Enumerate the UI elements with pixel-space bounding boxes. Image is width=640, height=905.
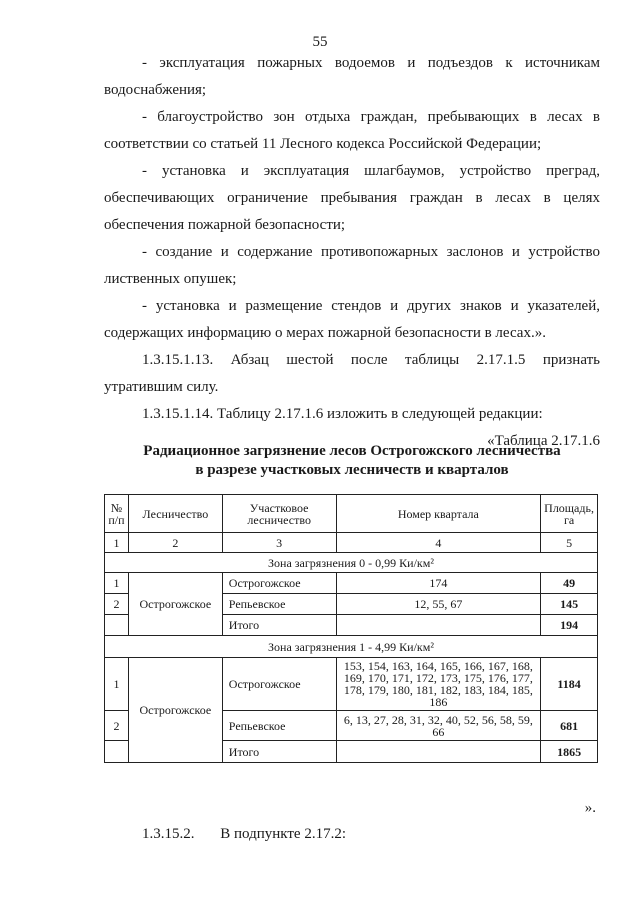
paragraph-7: 1.3.15.1.14. Таблицу 2.17.1.6 изложить в следующей редакции: <box>142 406 543 422</box>
zone-2-title-row <box>105 636 598 658</box>
table-title <box>104 442 600 480</box>
quarter-cell: 6, 13, 27, 28, 31, 32, 40, 52, 56, 58, 59, 66 <box>336 711 541 741</box>
quarter-cell: 12, 55, 67 <box>336 594 541 615</box>
table-label: «Таблица 2.17.1.6 <box>487 433 600 449</box>
section-text: В подпункте 2.17.2: <box>220 826 347 842</box>
zone-title: Зона загрязнения 1 - 4,99 Ки/км² <box>105 636 598 658</box>
empty-cell <box>336 741 541 763</box>
radiation-table <box>104 494 598 763</box>
total-label: Итого <box>222 615 336 636</box>
col-number: 3 <box>222 533 336 553</box>
paragraph-2-line-2: соответствии со статьей 11 Лесного кодекса Российской Федерации; <box>104 136 542 152</box>
col-number: 4 <box>336 533 541 553</box>
district-cell: Репьевское <box>222 594 336 615</box>
col-number: 5 <box>541 533 598 553</box>
header-district: Участковое лесничество <box>222 495 336 533</box>
column-number-row <box>105 533 598 553</box>
area-cell: 145 <box>541 594 598 615</box>
paragraph-6-line-2: утратившим силу. <box>104 379 219 395</box>
document-body <box>104 50 600 455</box>
header-forestry: Лесничество <box>128 495 222 533</box>
total-area: 1865 <box>541 741 598 763</box>
section-heading <box>142 826 346 843</box>
table-title-line-1: Радиационное загрязнение лесов Острогожского лесничества <box>143 443 561 459</box>
area-cell: 49 <box>541 573 598 594</box>
row-number: 2 <box>105 594 129 615</box>
table-row <box>105 658 598 711</box>
section-number: 1.3.15.2. <box>142 826 195 842</box>
paragraph-3-line-3: обеспечения пожарной безопасности; <box>104 217 346 233</box>
paragraph-3-line-2: обеспечивающих ограничение пребывания граждан в лесах в целях <box>104 190 600 206</box>
col-number: 2 <box>128 533 222 553</box>
paragraph-2-line-1: - благоустройство зон отдыха граждан, пребывающих в лесах в <box>142 109 600 125</box>
area-cell: 681 <box>541 711 598 741</box>
forestry-cell: Острогожское <box>128 658 222 763</box>
paragraph-4-line-2: лиственных опушек; <box>104 271 237 287</box>
closing-mark: ». <box>584 800 596 816</box>
district-cell: Острогожское <box>222 573 336 594</box>
total-area: 194 <box>541 615 598 636</box>
district-cell: Острогожское <box>222 658 336 711</box>
zone-title: Зона загрязнения 0 - 0,99 Ки/км² <box>105 553 598 573</box>
paragraph-1-line-2: водоснабжения; <box>104 82 207 98</box>
header-no: № п/п <box>105 495 129 533</box>
table-row <box>105 573 598 594</box>
header-quarter: Номер квартала <box>336 495 541 533</box>
table-title-line-2: в разрезе участковых лесничеств и кварталов <box>195 462 509 478</box>
table-header-row <box>105 495 598 533</box>
forestry-cell: Острогожское <box>128 573 222 636</box>
row-number: 2 <box>105 711 129 741</box>
paragraph-1-line-1: - эксплуатация пожарных водоемов и подъездов к источникам <box>142 55 600 71</box>
zone-1-title-row <box>105 553 598 573</box>
paragraph-6-line-1: 1.3.15.1.13. Абзац шестой после таблицы 2.17.1.5 признать <box>142 352 600 368</box>
paragraph-5-line-1: - установка и размещение стендов и других знаков и указателей, <box>142 298 600 314</box>
empty-cell <box>336 615 541 636</box>
quarter-cell: 174 <box>336 573 541 594</box>
total-label: Итого <box>222 741 336 763</box>
header-area: Площадь, га <box>541 495 598 533</box>
area-cell: 1184 <box>541 658 598 711</box>
district-cell: Репьевское <box>222 711 336 741</box>
col-number: 1 <box>105 533 129 553</box>
row-number: 1 <box>105 573 129 594</box>
paragraph-3-line-1: - установка и эксплуатация шлагбаумов, устройство преград, <box>142 163 600 179</box>
page-number: 55 <box>312 34 328 50</box>
empty-cell <box>105 741 129 763</box>
row-number: 1 <box>105 658 129 711</box>
empty-cell <box>105 615 129 636</box>
paragraph-5-line-2: содержащих информацию о мерах пожарной безопасности в лесах.». <box>104 325 546 341</box>
paragraph-4-line-1: - создание и содержание противопожарных заслонов и устройство <box>142 244 600 260</box>
quarter-cell: 153, 154, 163, 164, 165, 166, 167, 168, 169, 170, 171, 172, 173, 175, 176, 177, 178, 179, 180, 181, 182, 183, 184, 185, 186 <box>336 658 541 711</box>
